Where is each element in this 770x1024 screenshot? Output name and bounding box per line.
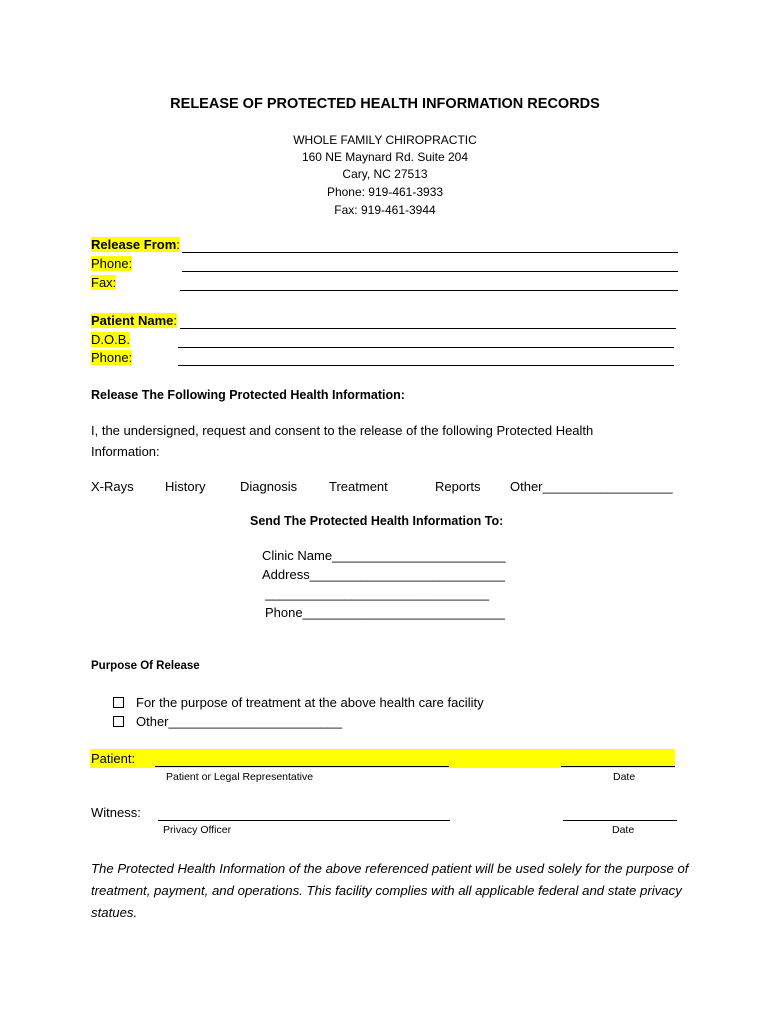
clinic-city: Cary, NC 27513 — [342, 167, 428, 181]
patient-signature-caption: Patient or Legal Representative — [166, 771, 314, 783]
checkbox-other[interactable] — [113, 716, 124, 727]
release-from-field[interactable] — [182, 252, 678, 253]
witness-signature-field[interactable] — [158, 820, 450, 821]
send-to-clinic-name[interactable]: Clinic Name________________________ — [262, 548, 506, 563]
send-to-address-line-2[interactable]: _______________________________ — [265, 586, 490, 601]
patient-dob-field[interactable] — [178, 347, 674, 348]
patient-dob-label: D.O.B. — [91, 332, 131, 347]
patient-name-label: Patient Name — [91, 313, 174, 328]
patient-name-label-group — [91, 313, 177, 328]
send-to-address[interactable]: Address___________________________ — [262, 567, 505, 582]
record-type-diagnosis: Diagnosis — [240, 479, 298, 494]
clinic-street: 160 NE Maynard Rd. Suite 204 — [301, 150, 469, 164]
consent-line-2: Information: — [91, 444, 160, 459]
purpose-option-other-label: Other________________________ — [136, 714, 343, 729]
patient-phone-field[interactable] — [178, 365, 674, 366]
checkbox-treatment[interactable] — [113, 697, 124, 708]
clinic-name: WHOLE FAMILY CHIROPRACTIC — [293, 133, 477, 147]
patient-phone-label: Phone: — [91, 350, 133, 365]
release-from-fax-field[interactable] — [180, 290, 678, 291]
patient-name-colon: : — [173, 313, 177, 328]
patient-date-field[interactable] — [561, 766, 675, 767]
record-type-treatment: Treatment — [329, 479, 388, 494]
record-type-history: History — [165, 479, 206, 494]
witness-label: Witness: — [91, 805, 141, 820]
release-from-label: Release From — [91, 237, 177, 252]
purpose-option-treatment-label: For the purpose of treatment at the above health care facility — [136, 695, 484, 710]
clinic-fax: Fax: 919-461-3944 — [334, 203, 436, 217]
witness-date-caption: Date — [612, 824, 635, 836]
record-type-xrays: X-Rays — [91, 479, 134, 494]
release-from-label-group — [91, 237, 180, 252]
release-section-heading: Release The Following Protected Health Information: — [91, 388, 405, 402]
send-to-heading: Send The Protected Health Information To: — [250, 514, 504, 528]
witness-caption: Privacy Officer — [163, 824, 232, 836]
footer-disclaimer: The Protected Health Information of the above referenced patient will be used solely for the purpose of treatment, payment, and operations. This facility complies with all applicable federal and state privacy statues. — [91, 861, 689, 920]
record-type-other[interactable]: Other__________________ — [510, 479, 673, 494]
purpose-option-other[interactable] — [113, 714, 342, 729]
patient-signature-label: Patient: — [91, 751, 136, 766]
patient-signature-field[interactable] — [155, 766, 449, 767]
release-from-phone-label: Phone: — [91, 256, 133, 271]
release-from-phone-field[interactable] — [182, 271, 678, 272]
patient-name-field[interactable] — [180, 328, 676, 329]
release-from-colon: : — [176, 237, 180, 252]
form-title: RELEASE OF PROTECTED HEALTH INFORMATION RECORDS — [170, 96, 600, 112]
release-from-fax-label: Fax: — [91, 275, 117, 290]
clinic-phone: Phone: 919-461-3933 — [326, 185, 444, 199]
consent-line-1: I, the undersigned, request and consent to the release of the following Protected Health — [91, 423, 594, 438]
patient-date-caption: Date — [613, 771, 636, 783]
witness-date-field[interactable] — [563, 820, 677, 821]
purpose-option-treatment[interactable] — [113, 695, 484, 710]
send-to-phone[interactable]: Phone____________________________ — [265, 605, 506, 620]
record-type-reports: Reports — [435, 479, 481, 494]
purpose-heading: Purpose Of Release — [91, 660, 200, 672]
